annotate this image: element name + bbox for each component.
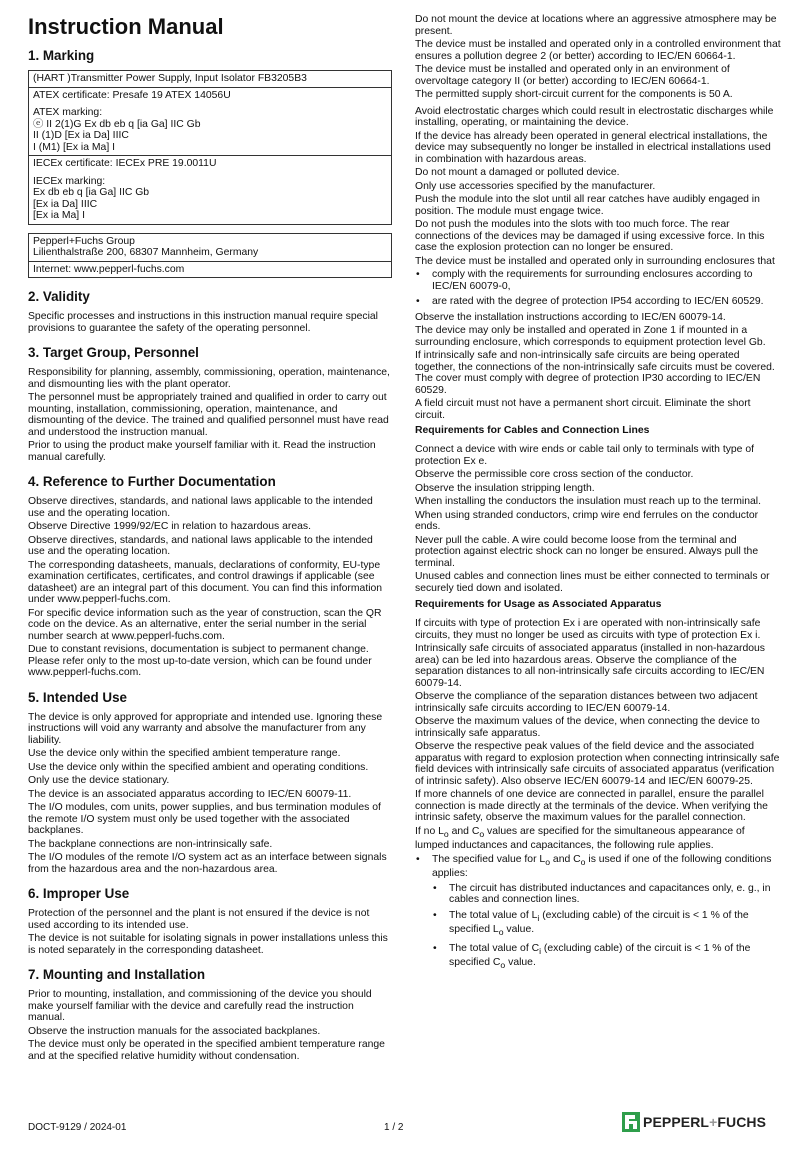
- text-part: The total value of L: [449, 909, 538, 921]
- device-name: (HART )Transmitter Power Supply, Input Isolator FB3205B3: [29, 71, 391, 88]
- document-title: Instruction Manual: [28, 14, 224, 39]
- paragraph: Push the module into the slot until all rear catches have audibly engaged in position. The module must engage twice.: [415, 194, 760, 217]
- heading-reference: 4. Reference to Further Documentation: [28, 474, 276, 489]
- heading-improper-use: 6. Improper Use: [28, 886, 130, 901]
- paragraph: Observe the installation instructions according to IEC/EN 60079-14.: [415, 311, 726, 323]
- subscript: o: [479, 828, 485, 839]
- heading-intended-use: 5. Intended Use: [28, 689, 127, 705]
- list-item: [432, 943, 781, 972]
- paragraph: The device must only be operated in the specified ambient temperature range and at the specified relative humidity without condensation.: [28, 1039, 385, 1062]
- paragraph: When installing the conductors the insulation must reach up to the terminal.: [415, 496, 761, 507]
- marking-table: [28, 70, 392, 225]
- heading-cables: Requirements for Cables and Connection Lines: [415, 425, 650, 436]
- paragraph: Observe the instruction manuals for the associated backplanes.: [28, 1025, 321, 1037]
- paragraph: Do not mount the device at locations where an aggressive atmosphere may be present.: [415, 14, 777, 37]
- list-item: • The circuit has distributed inductances and capacitances only, e. g., in cables and connection lines.: [432, 883, 781, 906]
- company-table: [28, 233, 392, 279]
- text-part: values are specified for the simultaneous appearance of lumped inductances and capacitances, the following rule applies.: [415, 825, 745, 852]
- list-item: [415, 854, 781, 972]
- paragraph: Use the device only within the specified ambient temperature range.: [28, 748, 341, 759]
- paragraph: The device is not suitable for isolating signals in power installations unless this is noted separately in the corresponding datasheet.: [28, 933, 388, 956]
- company-internet: Internet: www.pepperl-fuchs.com: [33, 263, 185, 275]
- text-part: value.: [503, 924, 535, 936]
- logo-wordmark: [643, 1114, 766, 1130]
- paragraph: Prior to using the product make yourself familiar with it. Read the instruction manual carefully.: [28, 440, 376, 463]
- paragraph: Never pull the cable. A wire could become loose from the terminal and protection against electric shock can no longer be ensured. Always pull the terminal.: [415, 534, 759, 569]
- atex-marking-line: II (1)D [Ex ia Da] IIIC: [33, 130, 129, 141]
- list-item: • are rated with the degree of protection IP54 according to IEC/EN 60529.: [415, 296, 781, 308]
- paragraph: Specific processes and instructions in this instruction manual require special provisions to guarantee the safety of the operating personnel.: [28, 311, 378, 334]
- paragraph: If more channels of one device are connected in parallel, ensure the parallel connection is made directly at the terminals of the device. When verifying the intrinsic safety, observe the maximum values for the parallel connection.: [415, 789, 768, 823]
- iecex-certificate-text: IECEx certificate: IECEx PRE 19.0011U: [33, 158, 217, 169]
- paragraph: Observe the respective peak values of the field device and the associated apparatus with regard to explosion protection when connecting intrinsically safe field devices with intrinsically safe circuits of associated apparatus (verification of intrinsic safety). Also observe IEC/EN 60079-14 and IEC/EN 60079-25.: [415, 741, 780, 787]
- atex-marking-line: I (M1) [Ex ia Ma] I: [33, 141, 115, 153]
- paragraph: Prior to mounting, installation, and commissioning of the device you should make yourself familiar with the device and carefully read the instruction manual.: [28, 989, 372, 1023]
- paragraph: Observe the insulation stripping length.: [415, 482, 595, 494]
- logo-text: PEPPERL: [643, 1114, 710, 1130]
- paragraph: Observe directives, standards, and national laws applicable to the intended use and the operating location.: [28, 534, 373, 557]
- page-number: 1 / 2: [384, 1122, 404, 1133]
- paragraph: The device must be installed and operated only in a controlled environment that ensures a pollution degree 2 (or better) according to IEC/EN 60664-1.: [415, 39, 781, 62]
- paragraph: Protection of the personnel and the plant is not ensured if the device is not used according to its intended use.: [28, 908, 370, 931]
- list-item: [432, 910, 781, 939]
- heading-validity: 2. Validity: [28, 289, 90, 304]
- document-number: DOCT-9129 / 2024-01: [28, 1122, 127, 1133]
- subscript: o: [545, 856, 551, 867]
- text-part: If no L: [415, 825, 444, 837]
- paragraph: If circuits with type of protection Ex i are operated with non-intrinsically safe circuits, they must no longer be used as circuits with type of protection Ex i.: [415, 618, 761, 641]
- text-part: (excluding cable) of the circuit is < 1 % of the specified C: [449, 942, 751, 969]
- paragraph: The permitted supply short-circuit current for the components is 50 A.: [415, 89, 733, 100]
- paragraph: If the device has already been operated in general electrical installations, the device may subsequently no longer be installed in electrical installations used in combination with hazardous areas.: [415, 130, 771, 165]
- iecex-marking-line: [Ex ia Ma] I: [33, 210, 85, 221]
- paragraph: The I/O modules, com units, power supplies, and bus termination modules of the remote I/O system must only be used together with the associated backplanes.: [28, 802, 381, 836]
- paragraph: Intrinsically safe circuits of associated apparatus (installed in non-hazardous area) can be led into hazardous areas. Observe the compliance of the separation distances to all non-intrinsically safe circuits according to IEC/EN 60079-14.: [415, 643, 765, 689]
- atex-marking-line: ⓔ II 2(1)G Ex db eb q [ia Ga] IIC Gb: [33, 118, 201, 130]
- paragraph: The personnel must be appropriately trained and qualified in order to carry out mounting, installation, commissioning, operation, maintenance, and dismounting of the device. The trained and qualified personnel must have read and understood the instruction manual.: [28, 392, 389, 438]
- text-part: and C: [550, 853, 581, 865]
- paragraph: Connect a device with wire ends or cable tail only to terminals with type of protection Ex e.: [415, 444, 755, 467]
- paragraph: Observe the maximum values of the device, when connecting the device to intrinsically safe apparatus.: [415, 716, 760, 739]
- paragraph: The device is only approved for appropriate and intended use. Ignoring these instructions will void any warranty and absolve the manufacturer from any liability.: [28, 711, 383, 746]
- atex-marking-line: ATEX marking:: [33, 107, 103, 118]
- iecex-marking-line: IECEx marking:: [33, 175, 106, 187]
- paragraph: When using stranded conductors, crimp wire end ferrules on the conductor ends.: [415, 509, 759, 532]
- subscript: o: [443, 828, 449, 839]
- paragraph: Observe the permissible core cross section of the conductor.: [415, 469, 694, 480]
- paragraph: A field circuit must not have a permanent short circuit. Eliminate the short circuit.: [415, 398, 751, 421]
- company-street: Lilienthalstraße 200, 68307 Mannheim, Germany: [33, 247, 259, 258]
- subscript: o: [580, 856, 586, 867]
- heading-associated-apparatus: Requirements for Usage as Associated Apparatus: [415, 599, 662, 610]
- logo-plus: +: [709, 1114, 718, 1130]
- iecex-certificate: [29, 156, 391, 224]
- paragraph: Only use the device stationary.: [28, 775, 170, 786]
- pepperl-fuchs-logo: [622, 1112, 766, 1132]
- paragraph: Avoid electrostatic charges which could result in electrostatic discharges while installing, operating, or maintaining the device.: [415, 105, 774, 128]
- iecex-marking-line: [Ex ia Da] IIIC: [33, 198, 98, 210]
- subscript: o: [498, 927, 504, 938]
- paragraph: The backplane connections are non-intrinsically safe.: [28, 838, 273, 850]
- text-part: value.: [505, 957, 536, 969]
- text-part: (excluding cable) of the circuit is < 1 % of the specified L: [449, 909, 749, 936]
- heading-target-group: 3. Target Group, Personnel: [28, 345, 199, 360]
- paragraph: Unused cables and connection lines must be either connected to terminals or securely tied down and isolated.: [415, 571, 770, 594]
- paragraph: Observe directives, standards, and national laws applicable to the intended use and the operating location.: [28, 496, 373, 519]
- heading-marking: 1. Marking: [28, 48, 95, 63]
- company-name: Pepperl+Fuchs Group: [33, 235, 135, 247]
- paragraph: The device may only be installed and operated in Zone 1 if mounted in a surrounding enclosure, which corresponds to equipment protection level Gb.: [415, 325, 766, 348]
- logo-text: FUCHS: [717, 1114, 767, 1130]
- left-column: [28, 14, 392, 1064]
- paragraph: The corresponding datasheets, manuals, declarations of conformity, EU-type examination certificates, certificates, and control drawings if applicable (see datasheet) are an integral part of this document. You can find this information under www.pepperl-fuchs.com.: [28, 559, 383, 605]
- company-address: [29, 234, 391, 262]
- right-column: [415, 14, 781, 976]
- sub-conditions-list: [432, 883, 781, 972]
- paragraph: For specific device information such as the year of construction, scan the QR code on the device. As an alternative, enter the serial number in the serial number search at www.pepperl-fuchs.com.: [28, 607, 382, 642]
- subscript: i: [539, 945, 542, 956]
- pepperl-fuchs-logo-icon: [622, 1112, 640, 1132]
- paragraph: Responsibility for planning, assembly, commissioning, operation, maintenance, and dismounting lies with the plant operator.: [28, 367, 390, 390]
- atex-certificate-text: ATEX certificate: Presafe 19 ATEX 14056U: [33, 89, 231, 101]
- conditions-list: [415, 854, 781, 972]
- heading-mounting: 7. Mounting and Installation: [28, 967, 206, 982]
- paragraph: The device must be installed and operated only in surrounding enclosures that: [415, 255, 775, 267]
- text-part: The total value of C: [449, 942, 540, 954]
- paragraph: The device is an associated apparatus according to IEC/EN 60079-11.: [28, 788, 352, 800]
- paragraph: Observe the compliance of the separation distances between two adjacent intrinsically safe circuits according to IEC/EN 60079-14.: [415, 691, 758, 714]
- paragraph: The device must be installed and operated only in an environment of overvoltage category II (or better) according to IEC/EN 60664-1.: [415, 64, 730, 87]
- paragraph: Observe Directive 1999/92/EC in relation to hazardous areas.: [28, 521, 312, 532]
- paragraph: Due to constant revisions, documentation is subject to permanent change. Please refer only to the most up-to-date version, which can be found under www.pepperl-fuchs.com.: [28, 644, 372, 678]
- paragraph: Use the device only within the specified ambient and operating conditions.: [28, 761, 369, 773]
- paragraph-lumped-values: [415, 826, 781, 852]
- paragraph: Only use accessories specified by the manufacturer.: [415, 180, 656, 192]
- paragraph: Do not mount a damaged or polluted device.: [415, 167, 620, 178]
- subscript: o: [500, 960, 506, 971]
- enclosure-requirements-list: [415, 269, 781, 308]
- iecex-marking-line: Ex db eb q [ia Ga] IIC Gb: [33, 187, 150, 198]
- paragraph: The I/O modules of the remote I/O system act as an interface between signals from the hazardous area and the non-hazardous area.: [28, 852, 387, 875]
- text-part: and C: [448, 825, 480, 837]
- paragraph: If intrinsically safe and non-intrinsically safe circuits are being operated together, the connections of the non-intrinsically safe circuits must be covered. The cover must comply with degree of protection IP30 according to IEC/EN 60529.: [415, 350, 775, 396]
- atex-certificate: [29, 88, 391, 157]
- text-part: The specified value for L: [432, 853, 546, 865]
- list-item: • comply with the requirements for surrounding enclosures according to IEC/EN 60079-0,: [415, 269, 781, 292]
- paragraph: Do not push the modules into the slots with too much force. The rear connections of the devices may be damaged if using excessive force. In this case the explosion protection can no longer be ensured.: [415, 219, 765, 253]
- subscript: i: [537, 912, 540, 923]
- text-part: is used if one of the following conditions applies:: [432, 853, 772, 880]
